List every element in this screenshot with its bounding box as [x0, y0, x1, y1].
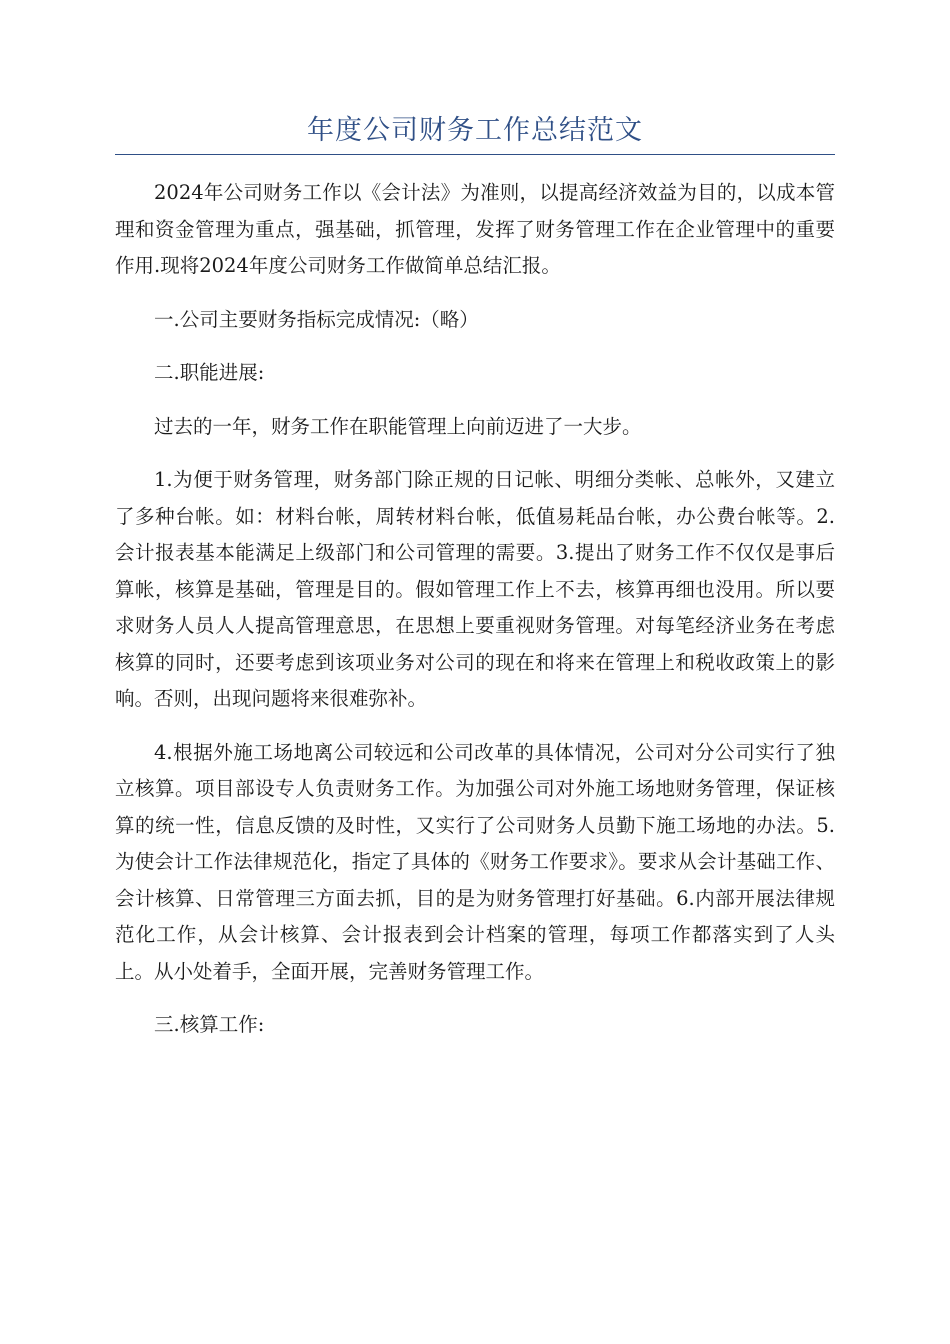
- paragraph-items-4-6: 4.根据外施工场地离公司较远和公司改革的具体情况，公司对分公司实行了独立核算。项目部设专人负责财务工作。为加强公司对外施工场地财务管理，保证核算的统一性，信息反馈的及时性，又实行了公司财务人员勤下施工场地的办法。5.为使会计工作法律规范化，指定了具体的《财务工作要求》。要求从会计基础工作、会计核算、日常管理三方面去抓，目的是为财务管理打好基础。6.内部开展法律规范化工作，从会计核算、会计报表到会计档案的管理，每项工作都落实到了人头上。从小处着手，全面开展，完善财务管理工作。: [115, 740, 835, 983]
- section-heading-3: 三.核算工作:: [154, 1013, 265, 1036]
- paragraph-items-1-3: 1.为便于财务管理，财务部门除正规的日记帐、明细分类帐、总帐外，又建立了多种台帐。如：材料台帐，周转材料台帐，低值易耗品台帐，办公费台帐等。2.会计报表基本能满足上级部门和公司管理的需要。3.提出了财务工作不仅仅是事后算帐，核算是基础，管理是目的。假如管理工作上不去，核算再细也没用。所以要求财务人员人人提高管理意思，在思想上要重视财务管理。对每笔经济业务在考虑核算的同时，还要考虑到该项业务对公司的现在和将来在管理上和税收政策上的影响。否则，出现问题将来很难弥补。: [115, 468, 835, 710]
- document-page: [115, 112, 835, 1061]
- paragraph-intro: 2024年公司财务工作以《会计法》为准则，以提高经济效益为目的，以成本管理和资金管理为重点，强基础，抓管理，发挥了财务管理工作在企业管理中的重要作用.现将2024年度公司财务工作做简单总结汇报。: [115, 181, 835, 277]
- document-title: 年度公司财务工作总结范文: [307, 115, 643, 146]
- section-heading-1: 一.公司主要财务指标完成情况:（略）: [154, 307, 479, 331]
- paragraph-progress: 过去的一年，财务工作在职能管理上向前迈进了一大步。: [154, 414, 642, 438]
- section-heading-2: 二.职能进展:: [154, 361, 265, 384]
- title-underline: [115, 154, 835, 155]
